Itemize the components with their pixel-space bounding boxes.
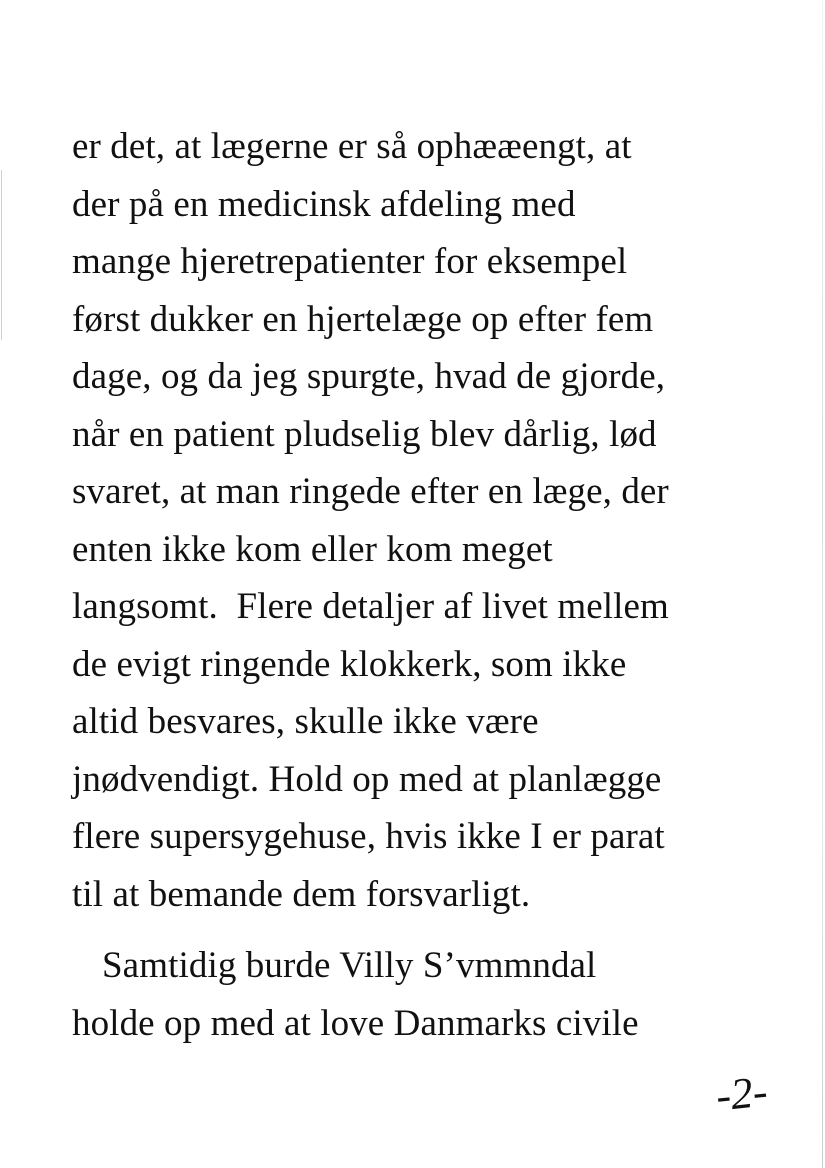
text-line: altid besvares, skulle ikke være bbox=[72, 701, 539, 742]
text-line: mange hjeretrepatienter for eksempel bbox=[72, 241, 628, 282]
scan-edge-left bbox=[1, 170, 2, 340]
text-line: de evigt ringende klokkerk, som ikke bbox=[72, 643, 627, 685]
text-line: der på en medicinsk afdeling med bbox=[72, 183, 576, 225]
text-line: jnødvendigt. Hold op med at planlægge bbox=[72, 758, 662, 800]
paragraph-2 bbox=[72, 937, 772, 1052]
text-line: når en patient pludselig blev dårlig, lød bbox=[72, 413, 657, 455]
paragraph-gap bbox=[72, 923, 772, 937]
text-line: flere supersygehuse, hvis ikke I er parat bbox=[72, 816, 665, 857]
text-line: enten ikke kom eller kom meget bbox=[72, 528, 553, 570]
page-number: -2- bbox=[713, 1066, 770, 1121]
text-line: til at bemande dem forsvarligt. bbox=[72, 873, 531, 915]
body-text bbox=[72, 118, 772, 1052]
text-line: Samtidig burde Villy S’vmmndal bbox=[102, 945, 597, 986]
text-line: holde op med at love Danmarks civile bbox=[72, 1002, 639, 1044]
scan-edge-right bbox=[822, 0, 823, 1168]
text-line: er det, at lægerne er så ophææengt, at bbox=[72, 126, 632, 167]
text-line: langsomt. Flere detaljer af livet mellem bbox=[72, 586, 669, 627]
paragraph-1 bbox=[72, 118, 772, 923]
text-line: svaret, at man ringede efter en læge, der bbox=[72, 471, 669, 512]
text-line: dage, og da jeg spurgte, hvad de gjorde, bbox=[72, 356, 666, 397]
text-line: først dukker en hjertelæge op efter fem bbox=[72, 298, 654, 340]
